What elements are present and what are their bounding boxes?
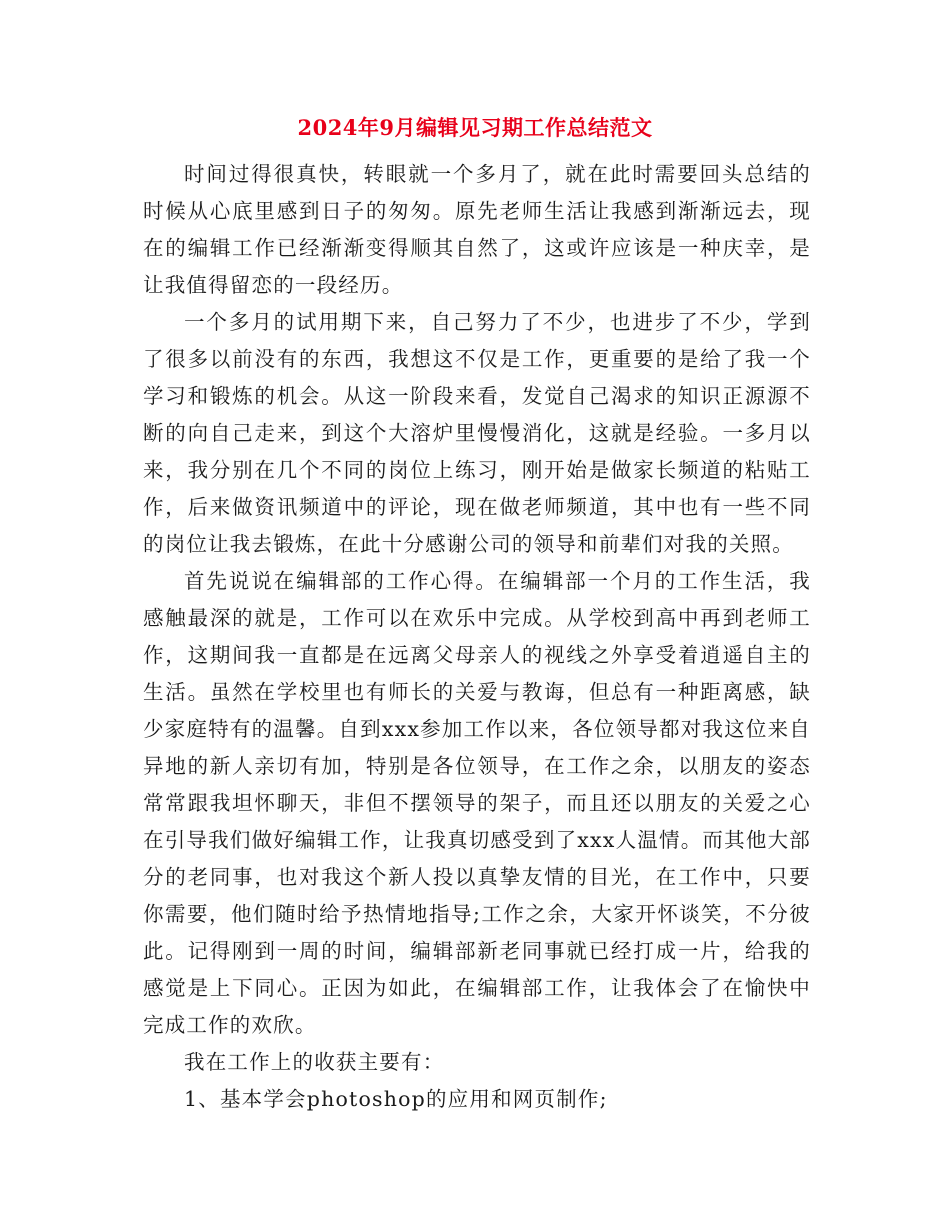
document-title: 2024年9月编辑见习期工作总结范文	[297, 115, 653, 140]
list-item-photoshop: 1、基本学会photoshop的应用和网页制作;	[184, 1087, 608, 1111]
paragraph-editorial-experience: 首先说说在编辑部的工作心得。在编辑部一个月的工作生活，我感触最深的就是，工作可以在欢乐中完成。从学校到高中再到老师工作，这期间我一直都是在远离父母亲人的视线之外享受着逍遥自主的生活。虽然在学校里也有师长的关爱与教诲，但总有一种距离感，缺少家庭特有的温馨。自到xxx参加工作以来，各位领导都对我这位来自异地的新人亲切有加，特别是各位领导，在工作之余，以朋友的姿态常常跟我坦怀聊天，非但不摆领导的架子，而且还以朋友的关爱之心在引导我们做好编辑工作，让我真切感受到了xxx人温情。而其他大部分的老同事，也对我这个新人投以真挚友情的目光，在工作中，只要你需要，他们随时给予热情地指导;工作之余，大家开怀谈笑，不分彼此。记得刚到一周的时间，编辑部新老同事就已经打成一片，给我的感觉是上下同心。正因为如此，在编辑部工作，让我体会了在愉快中完成工作的欢欣。	[143, 569, 811, 1037]
paragraph-gains-heading: 我在工作上的收获主要有：	[184, 1050, 445, 1074]
paragraph-probation: 一个多月的试用期下来，自己努力了不少，也进步了不少，学到了很多以前没有的东西，我想这不仅是工作，更重要的是给了我一个学习和锻炼的机会。从这一阶段来看，发觉自己渴求的知识正源源不断的向自己走来，到这个大溶炉里慢慢消化，这就是经验。一多月以来，我分别在几个不同的岗位上练习，刚开始是做家长频道的粘贴工作，后来做资讯频道中的评论，现在做老师频道，其中也有一些不同的岗位让我去锻炼，在此十分感谢公司的领导和前辈们对我的关照。	[143, 310, 811, 556]
paragraph-intro: 时间过得很真快，转眼就一个多月了，就在此时需要回头总结的时候从心底里感到日子的匆匆。原先老师生活让我感到渐渐远去，现在的编辑工作已经渐渐变得顺其自然了，这或许应该是一种庆幸，是让我值得留恋的一段经历。	[143, 162, 811, 297]
document-body	[143, 156, 811, 1118]
